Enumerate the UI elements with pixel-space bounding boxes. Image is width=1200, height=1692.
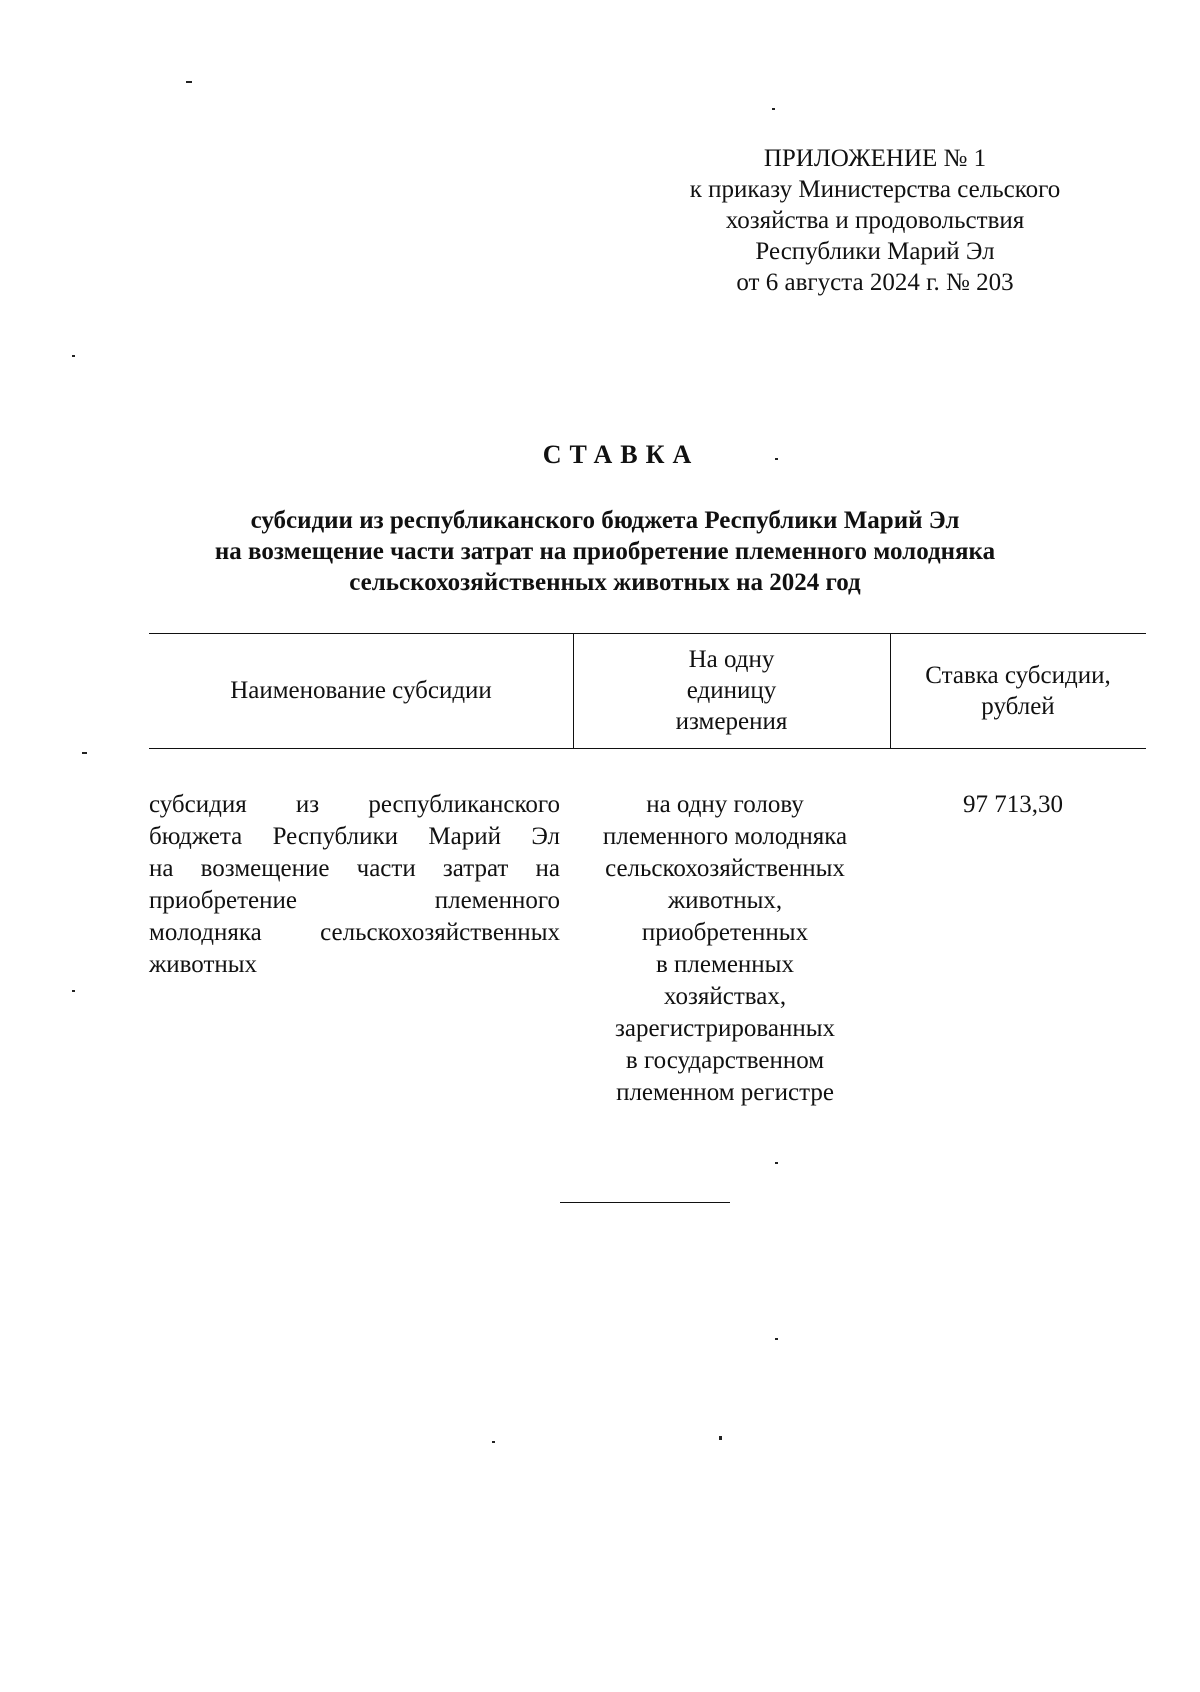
unit-line: хозяйствах, xyxy=(663,983,787,1010)
appendix-ministry-line: хозяйства и продовольствия xyxy=(725,207,1025,234)
unit-line: племенного молодняка xyxy=(602,823,848,850)
subsidy-name-line: животных xyxy=(149,951,258,978)
unit-line: в племенных xyxy=(656,951,794,978)
scan-speck xyxy=(775,458,778,460)
subtitle-line: сельскохозяйственных животных на 2024 год xyxy=(349,569,861,596)
scan-speck xyxy=(72,990,75,992)
appendix-date-line: от 6 августа 2024 г. № 203 xyxy=(736,269,1014,296)
subsidy-name-line: субсидия из республиканского xyxy=(149,791,560,818)
document-subtitle xyxy=(150,505,1060,598)
table-header-rule xyxy=(149,748,1146,749)
scan-speck xyxy=(72,355,75,357)
subsidy-name-line: на возмещение части затрат на xyxy=(149,855,560,882)
header-unit-line: единицу xyxy=(686,677,777,704)
header-unit-line: измерения xyxy=(675,708,788,735)
unit-line: животных, xyxy=(667,887,783,914)
subsidy-name-line: бюджета Республики Марий Эл xyxy=(149,823,560,850)
scan-speck xyxy=(772,108,775,110)
header-unit-line: На одну xyxy=(688,646,775,673)
document-title: СТАВКА xyxy=(542,440,700,469)
header-subsidy-name: Наименование субсидии xyxy=(230,677,492,704)
unit-line: племенном регистре xyxy=(616,1079,834,1106)
appendix-order-line: к приказу Министерства сельского xyxy=(689,176,1061,203)
unit-line: приобретенных xyxy=(641,919,809,946)
row-unit xyxy=(580,789,870,1109)
scan-speck xyxy=(492,1441,495,1443)
row-subsidy-name xyxy=(149,789,560,981)
unit-line: зарегистрированных xyxy=(614,1015,836,1042)
subsidy-name-line: приобретение племенного xyxy=(149,887,560,914)
row-rate-value: 97 713,30 xyxy=(963,791,1063,818)
end-separator xyxy=(560,1202,730,1203)
header-rate xyxy=(890,633,1146,748)
subtitle-line: субсидии из республиканского бюджета Республики Марий Эл xyxy=(250,507,960,534)
scan-speck xyxy=(719,1436,722,1440)
subtitle-line: на возмещение части затрат на приобретение племенного молодняка xyxy=(214,538,996,565)
unit-line: в государственном xyxy=(625,1047,825,1074)
header-unit xyxy=(573,633,890,748)
header-rate-line: Ставка субсидии, xyxy=(925,661,1111,689)
scan-speck xyxy=(775,1162,778,1164)
subsidy-name-line: молодняка сельскохозяйственных xyxy=(149,919,560,946)
appendix-header xyxy=(640,143,1110,298)
unit-line: сельскохозяйственных xyxy=(605,855,845,882)
header-rate-line: рублей xyxy=(981,692,1055,720)
appendix-republic-line: Республики Марий Эл xyxy=(755,238,995,265)
unit-line: на одну голову xyxy=(646,791,804,818)
scan-speck xyxy=(775,1338,778,1340)
scan-speck xyxy=(82,752,87,754)
scan-speck xyxy=(186,81,192,83)
appendix-number: ПРИЛОЖЕНИЕ № 1 xyxy=(763,145,987,172)
